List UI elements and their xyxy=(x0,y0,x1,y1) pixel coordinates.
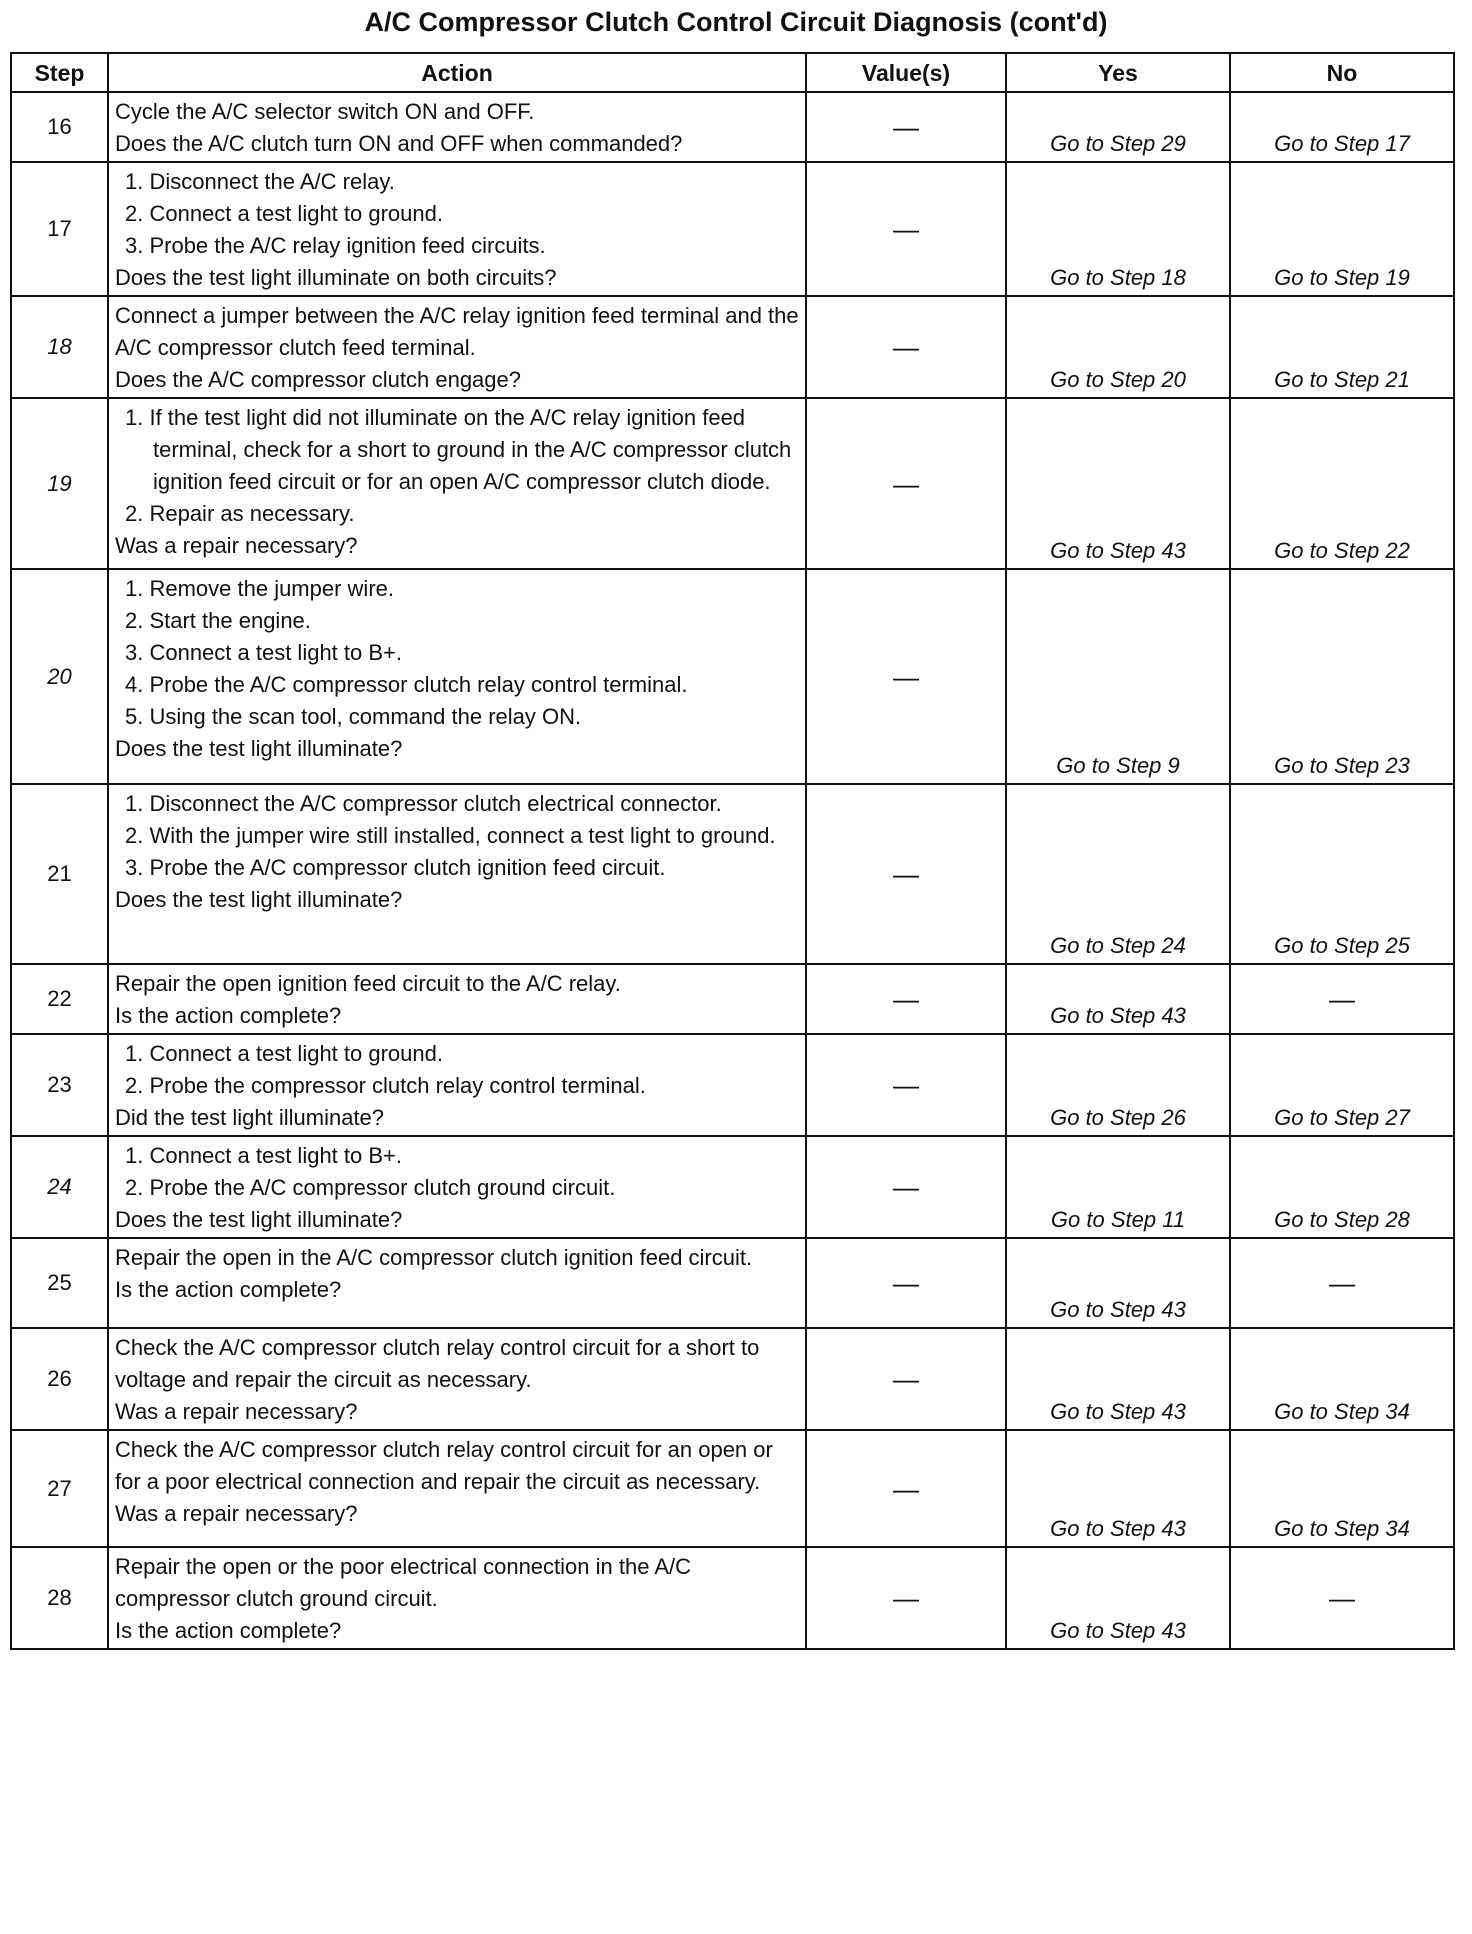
yes-cell: Go to Step 9 xyxy=(1006,569,1230,784)
value-cell: — xyxy=(806,92,1006,162)
action-list-item: 2. Start the engine. xyxy=(125,608,311,633)
action-question: Does the test light illuminate? xyxy=(115,1207,403,1232)
yes-cell: Go to Step 29 xyxy=(1006,92,1230,162)
step-number: 28 xyxy=(11,1547,108,1649)
step-number: 25 xyxy=(11,1238,108,1328)
value-cell: — xyxy=(806,1547,1006,1649)
yes-cell: Go to Step 18 xyxy=(1006,162,1230,296)
action-list-item: 5. Using the scan tool, command the relay ON. xyxy=(125,704,582,729)
value-cell: — xyxy=(806,1136,1006,1238)
action-question: Was a repair necessary? xyxy=(115,1399,358,1424)
table-row xyxy=(11,162,1454,296)
table-row xyxy=(11,1430,1454,1547)
action-list-item: 1. Disconnect the A/C compressor clutch electrical connector. xyxy=(125,791,722,816)
step-number: 19 xyxy=(11,398,108,569)
table-row xyxy=(11,92,1454,162)
table-row xyxy=(11,296,1454,398)
table-row xyxy=(11,1034,1454,1136)
yes-cell: Go to Step 26 xyxy=(1006,1034,1230,1136)
no-cell: Go to Step 34 xyxy=(1230,1430,1454,1547)
step-number: 18 xyxy=(11,296,108,398)
header-yes: Yes xyxy=(1006,53,1230,92)
header-step: Step xyxy=(11,53,108,92)
action-text: Cycle the A/C selector switch ON and OFF. xyxy=(115,99,535,124)
action-question: Does the test light illuminate? xyxy=(115,736,403,761)
value-cell: — xyxy=(806,1034,1006,1136)
no-cell: Go to Step 21 xyxy=(1230,296,1454,398)
yes-cell: Go to Step 43 xyxy=(1006,1238,1230,1328)
step-number: 27 xyxy=(11,1430,108,1547)
action-cell xyxy=(108,1430,806,1547)
action-question: Does the test light illuminate? xyxy=(115,887,403,912)
no-cell: — xyxy=(1230,1547,1454,1649)
action-list-item: 3. Connect a test light to B+. xyxy=(125,640,402,665)
action-cell xyxy=(108,1034,806,1136)
step-number: 24 xyxy=(11,1136,108,1238)
table-row xyxy=(11,964,1454,1034)
no-cell: — xyxy=(1230,1238,1454,1328)
value-cell: — xyxy=(806,784,1006,964)
action-list-item: 3. Probe the A/C relay ignition feed circuits. xyxy=(125,233,546,258)
action-cell xyxy=(108,964,806,1034)
table-row xyxy=(11,569,1454,784)
table-row xyxy=(11,1238,1454,1328)
action-text: Connect a jumper between the A/C relay ignition feed terminal and the A/C compressor clutch feed terminal. xyxy=(115,303,799,360)
no-cell: Go to Step 27 xyxy=(1230,1034,1454,1136)
action-list-item: 3. Probe the A/C compressor clutch ignition feed circuit. xyxy=(125,855,666,880)
action-list-item: 1. Connect a test light to ground. xyxy=(125,1041,443,1066)
action-question: Is the action complete? xyxy=(115,1618,342,1643)
action-question: Did the test light illuminate? xyxy=(115,1105,385,1130)
value-cell: — xyxy=(806,569,1006,784)
action-cell xyxy=(108,92,806,162)
page-title: A/C Compressor Clutch Control Circuit Diagnosis (cont'd) xyxy=(364,7,1108,37)
action-text: Repair the open in the A/C compressor clutch ignition feed circuit. xyxy=(115,1245,753,1270)
action-list-item: 2. Repair as necessary. xyxy=(125,501,355,526)
action-question: Does the A/C compressor clutch engage? xyxy=(115,367,522,392)
value-cell: — xyxy=(806,1238,1006,1328)
action-question: Does the test light illuminate on both circuits? xyxy=(115,265,557,290)
header-row xyxy=(11,53,1454,92)
yes-cell: Go to Step 43 xyxy=(1006,1328,1230,1430)
step-number: 26 xyxy=(11,1328,108,1430)
action-question: Was a repair necessary? xyxy=(115,533,358,558)
action-cell xyxy=(108,1328,806,1430)
action-question: Was a repair necessary? xyxy=(115,1501,358,1526)
action-text: Check the A/C compressor clutch relay control circuit for an open or for a poor electrical connection and repair the circuit as necessary. xyxy=(115,1437,773,1494)
action-cell xyxy=(108,784,806,964)
action-cell xyxy=(108,569,806,784)
action-cell xyxy=(108,398,806,569)
diagnosis-table xyxy=(10,52,1455,1650)
header-values: Value(s) xyxy=(806,53,1006,92)
table-row xyxy=(11,1547,1454,1649)
no-cell: Go to Step 34 xyxy=(1230,1328,1454,1430)
action-list-item: 1. Remove the jumper wire. xyxy=(125,576,394,601)
yes-cell: Go to Step 11 xyxy=(1006,1136,1230,1238)
action-list-item: 2. With the jumper wire still installed, connect a test light to ground. xyxy=(125,823,776,848)
step-number: 22 xyxy=(11,964,108,1034)
action-list-item: 2. Probe the A/C compressor clutch ground circuit. xyxy=(125,1175,616,1200)
table-row xyxy=(11,1328,1454,1430)
yes-cell: Go to Step 24 xyxy=(1006,784,1230,964)
action-list-item: 4. Probe the A/C compressor clutch relay control terminal. xyxy=(125,672,688,697)
action-cell xyxy=(108,1238,806,1328)
action-list-item: 1. Connect a test light to B+. xyxy=(125,1143,402,1168)
table-body xyxy=(11,92,1454,1649)
action-question: Is the action complete? xyxy=(115,1003,342,1028)
action-list-item: 1. Disconnect the A/C relay. xyxy=(125,169,395,194)
action-list-item: 2. Connect a test light to ground. xyxy=(125,201,443,226)
value-cell: — xyxy=(806,398,1006,569)
action-cell xyxy=(108,162,806,296)
action-text: Check the A/C compressor clutch relay control circuit for a short to voltage and repair the circuit as necessary. xyxy=(115,1335,760,1392)
no-cell: Go to Step 17 xyxy=(1230,92,1454,162)
no-cell: Go to Step 23 xyxy=(1230,569,1454,784)
action-text: Repair the open or the poor electrical connection in the A/C compressor clutch ground circuit. xyxy=(115,1554,692,1611)
no-cell: — xyxy=(1230,964,1454,1034)
no-cell: Go to Step 19 xyxy=(1230,162,1454,296)
yes-cell: Go to Step 43 xyxy=(1006,1430,1230,1547)
table-row xyxy=(11,1136,1454,1238)
yes-cell: Go to Step 43 xyxy=(1006,964,1230,1034)
no-cell: Go to Step 25 xyxy=(1230,784,1454,964)
header-no: No xyxy=(1230,53,1454,92)
yes-cell: Go to Step 43 xyxy=(1006,1547,1230,1649)
action-text: Repair the open ignition feed circuit to the A/C relay. xyxy=(115,971,621,996)
step-number: 17 xyxy=(11,162,108,296)
value-cell: — xyxy=(806,964,1006,1034)
action-question: Does the A/C clutch turn ON and OFF when commanded? xyxy=(115,131,683,156)
action-list-item: 2. Probe the compressor clutch relay control terminal. xyxy=(125,1073,646,1098)
step-number: 16 xyxy=(11,92,108,162)
action-list-item: 1. If the test light did not illuminate on the A/C relay ignition feed terminal, check for a short to ground in the A/C compressor clutch ignition feed circuit or for an open A/C compressor clutch diode. xyxy=(125,405,792,494)
no-cell: Go to Step 28 xyxy=(1230,1136,1454,1238)
action-question: Is the action complete? xyxy=(115,1277,342,1302)
table-row xyxy=(11,398,1454,569)
value-cell: — xyxy=(806,296,1006,398)
action-cell xyxy=(108,1136,806,1238)
action-cell xyxy=(108,296,806,398)
step-number: 23 xyxy=(11,1034,108,1136)
action-cell xyxy=(108,1547,806,1649)
value-cell: — xyxy=(806,1328,1006,1430)
value-cell: — xyxy=(806,162,1006,296)
yes-cell: Go to Step 20 xyxy=(1006,296,1230,398)
yes-cell: Go to Step 43 xyxy=(1006,398,1230,569)
no-cell: Go to Step 22 xyxy=(1230,398,1454,569)
step-number: 20 xyxy=(11,569,108,784)
value-cell: — xyxy=(806,1430,1006,1547)
step-number: 21 xyxy=(11,784,108,964)
table-row xyxy=(11,784,1454,964)
header-action: Action xyxy=(108,53,806,92)
